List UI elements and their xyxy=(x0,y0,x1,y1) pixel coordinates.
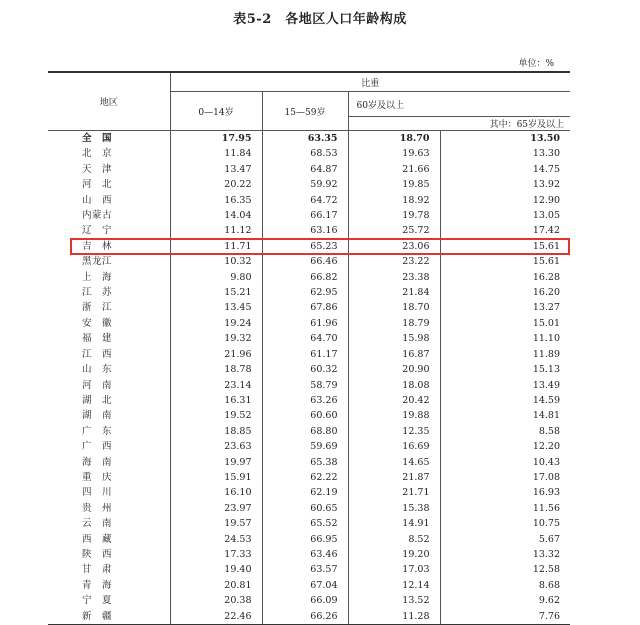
table-row xyxy=(48,362,570,377)
age-0-14-cell: 16.31 xyxy=(170,393,262,408)
age-60-plus-cell: 21.66 xyxy=(348,162,440,177)
age-65-plus-cell: 13.32 xyxy=(532,548,561,560)
age-0-14-cell: 19.40 xyxy=(170,562,262,577)
age-15-59-cell: 61.17 xyxy=(262,347,348,362)
age-15-59-cell: 66.26 xyxy=(262,609,348,625)
region-cell: 浙 江 xyxy=(48,300,170,315)
age-65-plus-cell: 15.61 xyxy=(532,240,561,252)
region-cell: 河 南 xyxy=(48,378,170,393)
table-row xyxy=(48,408,570,423)
age-15-59-cell: 63.46 xyxy=(262,547,348,562)
age-65-plus-cell: 13.27 xyxy=(532,302,561,314)
age-60-plus-cell: 18.08 xyxy=(348,378,440,393)
age-15-59-cell: 62.19 xyxy=(262,485,348,500)
age-65-plus-cell: 10.75 xyxy=(532,518,561,530)
age-65-plus-cell: 14.75 xyxy=(532,163,561,175)
region-cell: 海 南 xyxy=(48,455,170,470)
age-15-59-cell: 59.92 xyxy=(262,177,348,192)
table-title: 表5-2 各地区人口年龄构成 xyxy=(233,12,407,27)
age-65-plus-cell: 17.42 xyxy=(532,225,561,237)
age-0-14-cell: 15.91 xyxy=(170,470,262,485)
age-0-14-cell: 11.12 xyxy=(170,223,262,238)
age-15-59-cell: 65.38 xyxy=(262,455,348,470)
header-share: 比重 xyxy=(170,72,570,92)
table-row xyxy=(48,470,570,485)
age-0-14-cell: 20.22 xyxy=(170,177,262,192)
age-60-plus-cell: 23.06 xyxy=(348,239,440,254)
age-15-59-cell: 64.72 xyxy=(262,193,348,208)
age-15-59-cell: 66.95 xyxy=(262,532,348,547)
region-cell: 北 京 xyxy=(48,146,170,161)
age-65-plus-cell: 13.30 xyxy=(532,148,561,160)
region-cell: 湖 南 xyxy=(48,408,170,423)
table-row xyxy=(48,562,570,577)
age-60-plus-cell: 19.85 xyxy=(348,177,440,192)
age-65-plus-cell: 11.10 xyxy=(532,333,561,345)
table-row xyxy=(48,609,570,625)
age-15-59-cell: 67.04 xyxy=(262,578,348,593)
region-cell: 四 川 xyxy=(48,485,170,500)
age-0-14-cell: 19.52 xyxy=(170,408,262,423)
age-65-plus-cell: 12.58 xyxy=(532,564,561,576)
age-65-plus-cell: 17.08 xyxy=(532,471,561,483)
age-0-14-cell: 19.24 xyxy=(170,316,262,331)
table-row xyxy=(48,424,570,439)
age-15-59-cell: 64.70 xyxy=(262,331,348,346)
table-row xyxy=(48,193,570,208)
age-0-14-cell: 13.45 xyxy=(170,300,262,315)
age-15-59-cell: 66.46 xyxy=(262,254,348,269)
age-65-plus-cell: 12.20 xyxy=(532,441,561,453)
age-15-59-cell: 65.23 xyxy=(262,239,348,254)
age-15-59-cell: 67.86 xyxy=(262,300,348,315)
age-60-plus-cell: 21.71 xyxy=(348,485,440,500)
age-0-14-cell: 21.96 xyxy=(170,347,262,362)
age-60-plus-cell: 19.63 xyxy=(348,146,440,161)
header-age-65-plus: 其中：65岁及以上 xyxy=(440,117,570,131)
region-cell: 安 徽 xyxy=(48,316,170,331)
age-60-plus-cell: 13.52 xyxy=(348,593,440,608)
region-cell: 云 南 xyxy=(48,516,170,531)
age-65-plus-cell: 16.20 xyxy=(532,287,561,299)
age-60-plus-cell: 16.69 xyxy=(348,439,440,454)
table-row xyxy=(48,300,570,315)
region-cell: 湖 北 xyxy=(48,393,170,408)
age-65-plus-cell: 13.49 xyxy=(532,379,561,391)
region-cell: 贵 州 xyxy=(48,501,170,516)
age-0-14-cell: 20.81 xyxy=(170,578,262,593)
table-row xyxy=(48,393,570,408)
age-0-14-cell: 14.04 xyxy=(170,208,262,223)
age-15-59-cell: 66.82 xyxy=(262,270,348,285)
table-row-total xyxy=(48,131,570,147)
age-60-plus-cell: 8.52 xyxy=(348,532,440,547)
age-0-14-cell: 13.47 xyxy=(170,162,262,177)
table-row xyxy=(48,516,570,531)
age-0-14-cell: 20.38 xyxy=(170,593,262,608)
region-cell: 上 海 xyxy=(48,270,170,285)
age-0-14-cell: 24.53 xyxy=(170,532,262,547)
table-row xyxy=(48,485,570,500)
age-65-plus-cell: 7.76 xyxy=(440,609,570,625)
age-65-plus-cell: 11.89 xyxy=(532,348,561,360)
table-row xyxy=(48,316,570,331)
age-15-59-cell: 63.26 xyxy=(262,393,348,408)
age-60-plus-cell: 21.84 xyxy=(348,285,440,300)
header-age-0-14: 0—14岁 xyxy=(170,92,262,131)
age-0-14-cell: 17.33 xyxy=(170,547,262,562)
table-row xyxy=(48,532,570,547)
table-row xyxy=(48,439,570,454)
table-row xyxy=(48,270,570,285)
age-0-14-cell: 16.35 xyxy=(170,193,262,208)
table-body xyxy=(48,131,570,625)
age-60-plus-cell: 23.38 xyxy=(348,270,440,285)
age-65-plus-cell: 14.59 xyxy=(532,394,561,406)
age-0-14-cell: 10.32 xyxy=(170,254,262,269)
age-60-plus-cell: 18.79 xyxy=(348,316,440,331)
age-structure-table xyxy=(48,71,570,625)
region-cell: 宁 夏 xyxy=(48,593,170,608)
age-15-59-cell: 58.79 xyxy=(262,378,348,393)
age-15-59-cell: 60.65 xyxy=(262,501,348,516)
table-row xyxy=(48,455,570,470)
region-cell: 辽 宁 xyxy=(48,223,170,238)
age-60-plus-cell: 14.65 xyxy=(348,455,440,470)
table-row xyxy=(48,146,570,161)
region-cell: 内蒙古 xyxy=(48,208,170,223)
table-row xyxy=(48,593,570,608)
region-cell: 广 西 xyxy=(48,439,170,454)
age-65-plus-cell: 8.68 xyxy=(538,579,561,591)
age-0-14-cell: 15.21 xyxy=(170,285,262,300)
age-65-plus-cell: 12.90 xyxy=(532,194,561,206)
age-60-plus-cell: 15.98 xyxy=(348,331,440,346)
age-65-plus-cell: 16.93 xyxy=(532,487,561,499)
age-60-plus-cell: 14.91 xyxy=(348,516,440,531)
region-cell: 江 苏 xyxy=(48,285,170,300)
age-65-plus-cell: 5.67 xyxy=(538,533,561,545)
region-cell: 新 疆 xyxy=(48,609,170,625)
age-60-plus-cell: 16.87 xyxy=(348,347,440,362)
table-row xyxy=(48,177,570,192)
region-cell: 山 西 xyxy=(48,193,170,208)
age-0-14-cell: 19.57 xyxy=(170,516,262,531)
age-15-59-cell: 59.69 xyxy=(262,439,348,454)
age-0-14-cell: 9.80 xyxy=(170,270,262,285)
age-65-plus-cell: 13.50 xyxy=(530,133,561,144)
age-0-14-cell: 17.95 xyxy=(170,131,262,147)
table-row xyxy=(48,239,570,254)
table-row xyxy=(48,347,570,362)
age-0-14-cell: 18.78 xyxy=(170,362,262,377)
age-65-plus-cell: 15.01 xyxy=(532,317,561,329)
age-65-plus-cell: 9.62 xyxy=(538,595,561,607)
age-0-14-cell: 19.32 xyxy=(170,331,262,346)
age-60-plus-cell: 12.35 xyxy=(348,424,440,439)
age-65-plus-cell: 10.43 xyxy=(532,456,561,468)
age-0-14-cell: 11.71 xyxy=(170,239,262,254)
age-60-plus-cell: 18.92 xyxy=(348,193,440,208)
age-0-14-cell: 22.46 xyxy=(170,609,262,625)
age-60-plus-cell: 18.70 xyxy=(348,131,440,147)
table-row xyxy=(48,162,570,177)
age-15-59-cell: 68.80 xyxy=(262,424,348,439)
region-cell: 江 西 xyxy=(48,347,170,362)
age-15-59-cell: 63.35 xyxy=(262,131,348,147)
age-65-plus-cell: 11.56 xyxy=(532,502,561,514)
age-60-plus-cell: 18.70 xyxy=(348,300,440,315)
region-cell: 山 东 xyxy=(48,362,170,377)
age-65-plus-cell: 15.13 xyxy=(532,364,561,376)
age-0-14-cell: 23.14 xyxy=(170,378,262,393)
age-65-plus-cell: 13.05 xyxy=(532,210,561,222)
region-cell: 陕 西 xyxy=(48,547,170,562)
region-cell: 天 津 xyxy=(48,162,170,177)
age-60-plus-cell: 19.78 xyxy=(348,208,440,223)
age-15-59-cell: 63.16 xyxy=(262,223,348,238)
age-15-59-cell: 65.52 xyxy=(262,516,348,531)
table-row xyxy=(48,223,570,238)
age-60-plus-cell: 19.88 xyxy=(348,408,440,423)
region-cell: 黑龙江 xyxy=(48,254,170,269)
age-60-plus-cell: 19.20 xyxy=(348,547,440,562)
age-65-plus-cell: 15.61 xyxy=(532,256,561,268)
region-cell: 吉 林 xyxy=(48,239,170,254)
age-60-plus-cell: 15.38 xyxy=(348,501,440,516)
table-row xyxy=(48,547,570,562)
age-65-plus-cell: 8.58 xyxy=(538,425,561,437)
age-60-plus-cell: 20.42 xyxy=(348,393,440,408)
age-15-59-cell: 60.60 xyxy=(262,408,348,423)
age-60-plus-cell: 11.28 xyxy=(348,609,440,625)
header-region: 地区 xyxy=(48,72,170,131)
age-15-59-cell: 62.22 xyxy=(262,470,348,485)
age-0-14-cell: 23.63 xyxy=(170,439,262,454)
table-row xyxy=(48,331,570,346)
age-0-14-cell: 19.97 xyxy=(170,455,262,470)
age-65-plus-cell: 13.92 xyxy=(532,179,561,191)
age-60-plus-cell: 21.87 xyxy=(348,470,440,485)
region-cell: 全 国 xyxy=(48,131,170,147)
age-15-59-cell: 60.32 xyxy=(262,362,348,377)
header-age-60-plus: 60岁及以上 xyxy=(348,92,570,117)
age-60-plus-cell: 17.03 xyxy=(348,562,440,577)
age-15-59-cell: 64.87 xyxy=(262,162,348,177)
age-15-59-cell: 61.96 xyxy=(262,316,348,331)
age-0-14-cell: 11.84 xyxy=(170,146,262,161)
region-cell: 河 北 xyxy=(48,177,170,192)
region-cell: 广 东 xyxy=(48,424,170,439)
age-15-59-cell: 66.09 xyxy=(262,593,348,608)
age-0-14-cell: 23.97 xyxy=(170,501,262,516)
unit-label: 单位：% xyxy=(518,59,554,69)
region-cell: 福 建 xyxy=(48,331,170,346)
age-65-plus-cell: 16.28 xyxy=(532,271,561,283)
age-60-plus-cell: 20.90 xyxy=(348,362,440,377)
age-65-plus-cell: 14.81 xyxy=(532,410,561,422)
age-60-plus-cell: 12.14 xyxy=(348,578,440,593)
age-15-59-cell: 63.57 xyxy=(262,562,348,577)
region-cell: 重 庆 xyxy=(48,470,170,485)
age-15-59-cell: 68.53 xyxy=(262,146,348,161)
age-60-plus-cell: 23.22 xyxy=(348,254,440,269)
age-60-plus-cell: 25.72 xyxy=(348,223,440,238)
age-15-59-cell: 62.95 xyxy=(262,285,348,300)
table-row xyxy=(48,208,570,223)
table-row xyxy=(48,378,570,393)
table-row xyxy=(48,501,570,516)
region-cell: 甘 肃 xyxy=(48,562,170,577)
region-cell: 西 藏 xyxy=(48,532,170,547)
age-0-14-cell: 18.85 xyxy=(170,424,262,439)
age-15-59-cell: 66.17 xyxy=(262,208,348,223)
table-row xyxy=(48,285,570,300)
table-row xyxy=(48,254,570,269)
age-0-14-cell: 16.10 xyxy=(170,485,262,500)
region-cell: 青 海 xyxy=(48,578,170,593)
header-age-15-59: 15—59岁 xyxy=(262,92,348,131)
table-row xyxy=(48,578,570,593)
